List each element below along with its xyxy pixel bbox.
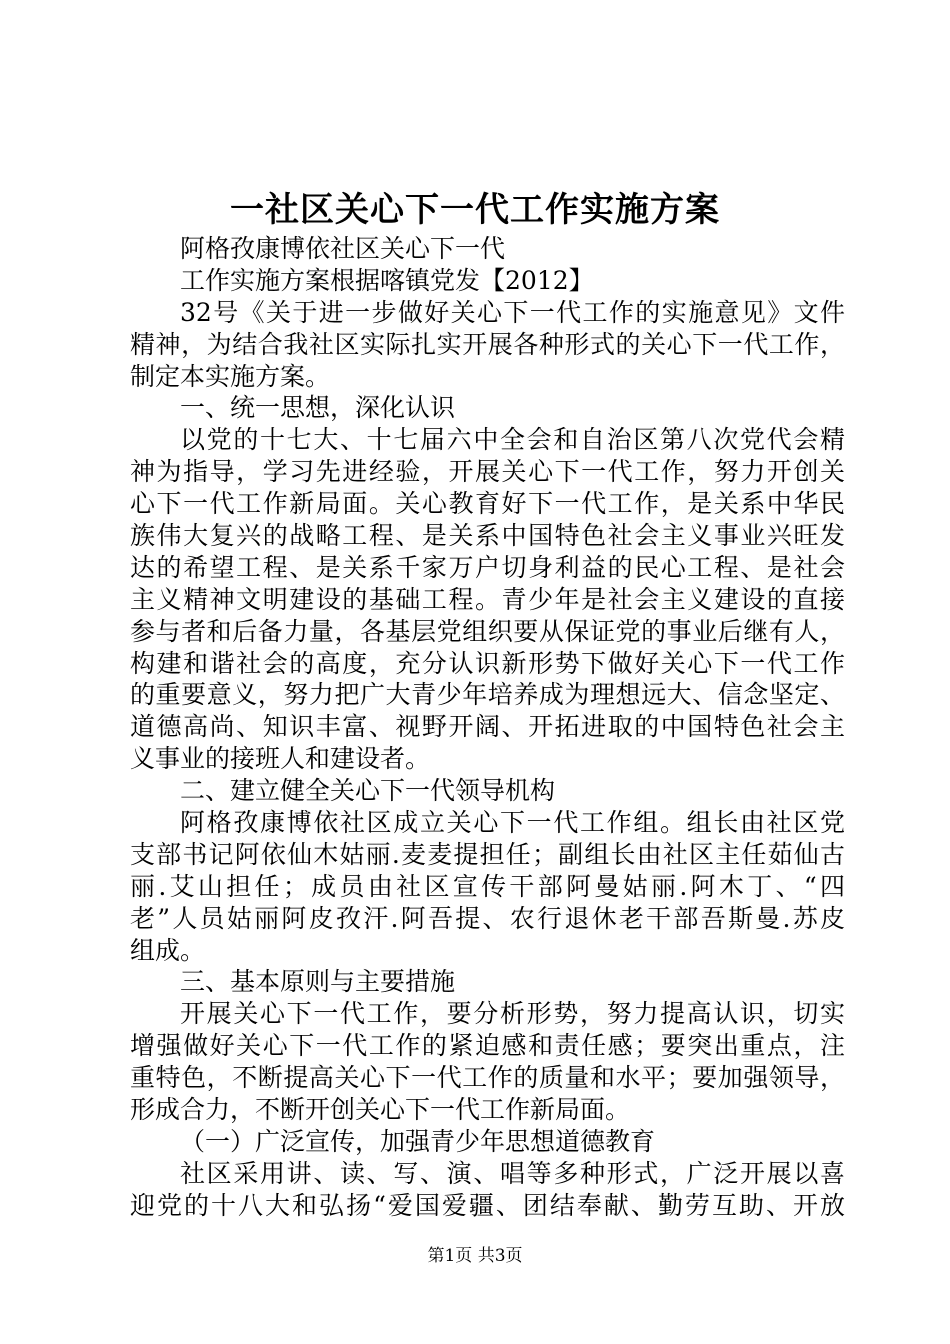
body-line: 开展关心下一代工作，要分析形势，努力提高认识，切实: [180, 999, 845, 1029]
body-line: 一、统一思想，深化认识: [180, 393, 456, 423]
body-line: 族伟大复兴的战略工程、是关系中国特色社会主义事业兴旺发: [130, 521, 845, 551]
body-line: 三、基本原则与主要措施: [180, 967, 456, 997]
body-line: 参与者和后备力量，各基层党组织要从保证党的事业后继有人，: [130, 616, 845, 646]
body-line: 迎党的十八大和弘扬“爱国爱疆、团结奉献、勤劳互助、开放: [130, 1190, 845, 1220]
body-line: 老”人员姑丽阿皮孜汗.阿吾提、农行退休老干部吾斯曼.苏皮: [130, 903, 845, 933]
body-line: 心下一代工作新局面。关心教育好下一代工作，是关系中华民: [130, 489, 845, 519]
body-line: 神为指导，学习先进经验，开展关心下一代工作，努力开创关: [130, 457, 845, 487]
body-line: 义事业的接班人和建设者。: [130, 744, 431, 774]
body-line: 32号《关于进一步做好关心下一代工作的实施意见》文件: [180, 297, 845, 327]
body-line: 制定本实施方案。: [130, 361, 331, 391]
body-line: 形成合力，不断开创关心下一代工作新局面。: [130, 1095, 631, 1125]
document-title: 一社区关心下一代工作实施方案: [230, 190, 720, 230]
body-line: 阿格孜康博依社区成立关心下一代工作组。组长由社区党: [180, 808, 845, 838]
body-line: 二、建立健全关心下一代领导机构: [180, 776, 556, 806]
body-line: 增强做好关心下一代工作的紧迫感和责任感；要突出重点，注: [130, 1031, 845, 1061]
document-body: [130, 233, 845, 1222]
body-line: 主义精神文明建设的基础工程。青少年是社会主义建设的直接: [130, 584, 845, 614]
body-line: 工作实施方案根据喀镇党发【2012】: [180, 265, 594, 295]
body-line: 以党的十七大、十七届六中全会和自治区第八次党代会精: [180, 425, 845, 455]
body-line: 阿格孜康博依社区关心下一代: [180, 234, 506, 263]
body-line: 达的希望工程、是关系千家万户切身利益的民心工程、是社会: [130, 552, 845, 582]
page-footer: 第1页 共3页: [427, 1246, 523, 1266]
body-line: 社区采用讲、读、写、演、唱等多种形式，广泛开展以喜: [180, 1158, 845, 1188]
body-line: 支部书记阿依仙木姑丽.麦麦提担任；副组长由社区主任茹仙古: [130, 839, 845, 869]
body-line: 道德高尚、知识丰富、视野开阔、开拓进取的中国特色社会主: [130, 712, 845, 742]
body-line: 的重要意义，努力把广大青少年培养成为理想远大、信念坚定、: [130, 680, 845, 710]
body-line: 构建和谐社会的高度，充分认识新形势下做好关心下一代工作: [130, 648, 845, 678]
body-line: 重特色，不断提高关心下一代工作的质量和水平；要加强领导，: [130, 1063, 845, 1093]
body-line: 组成。: [130, 935, 206, 965]
body-line: 精神，为结合我社区实际扎实开展各种形式的关心下一代工作，: [130, 329, 845, 359]
body-line: （一）广泛宣传，加强青少年思想道德教育: [180, 1126, 656, 1156]
body-line: 丽.艾山担任；成员由社区宣传干部阿曼姑丽.阿木丁、“四: [130, 871, 845, 901]
